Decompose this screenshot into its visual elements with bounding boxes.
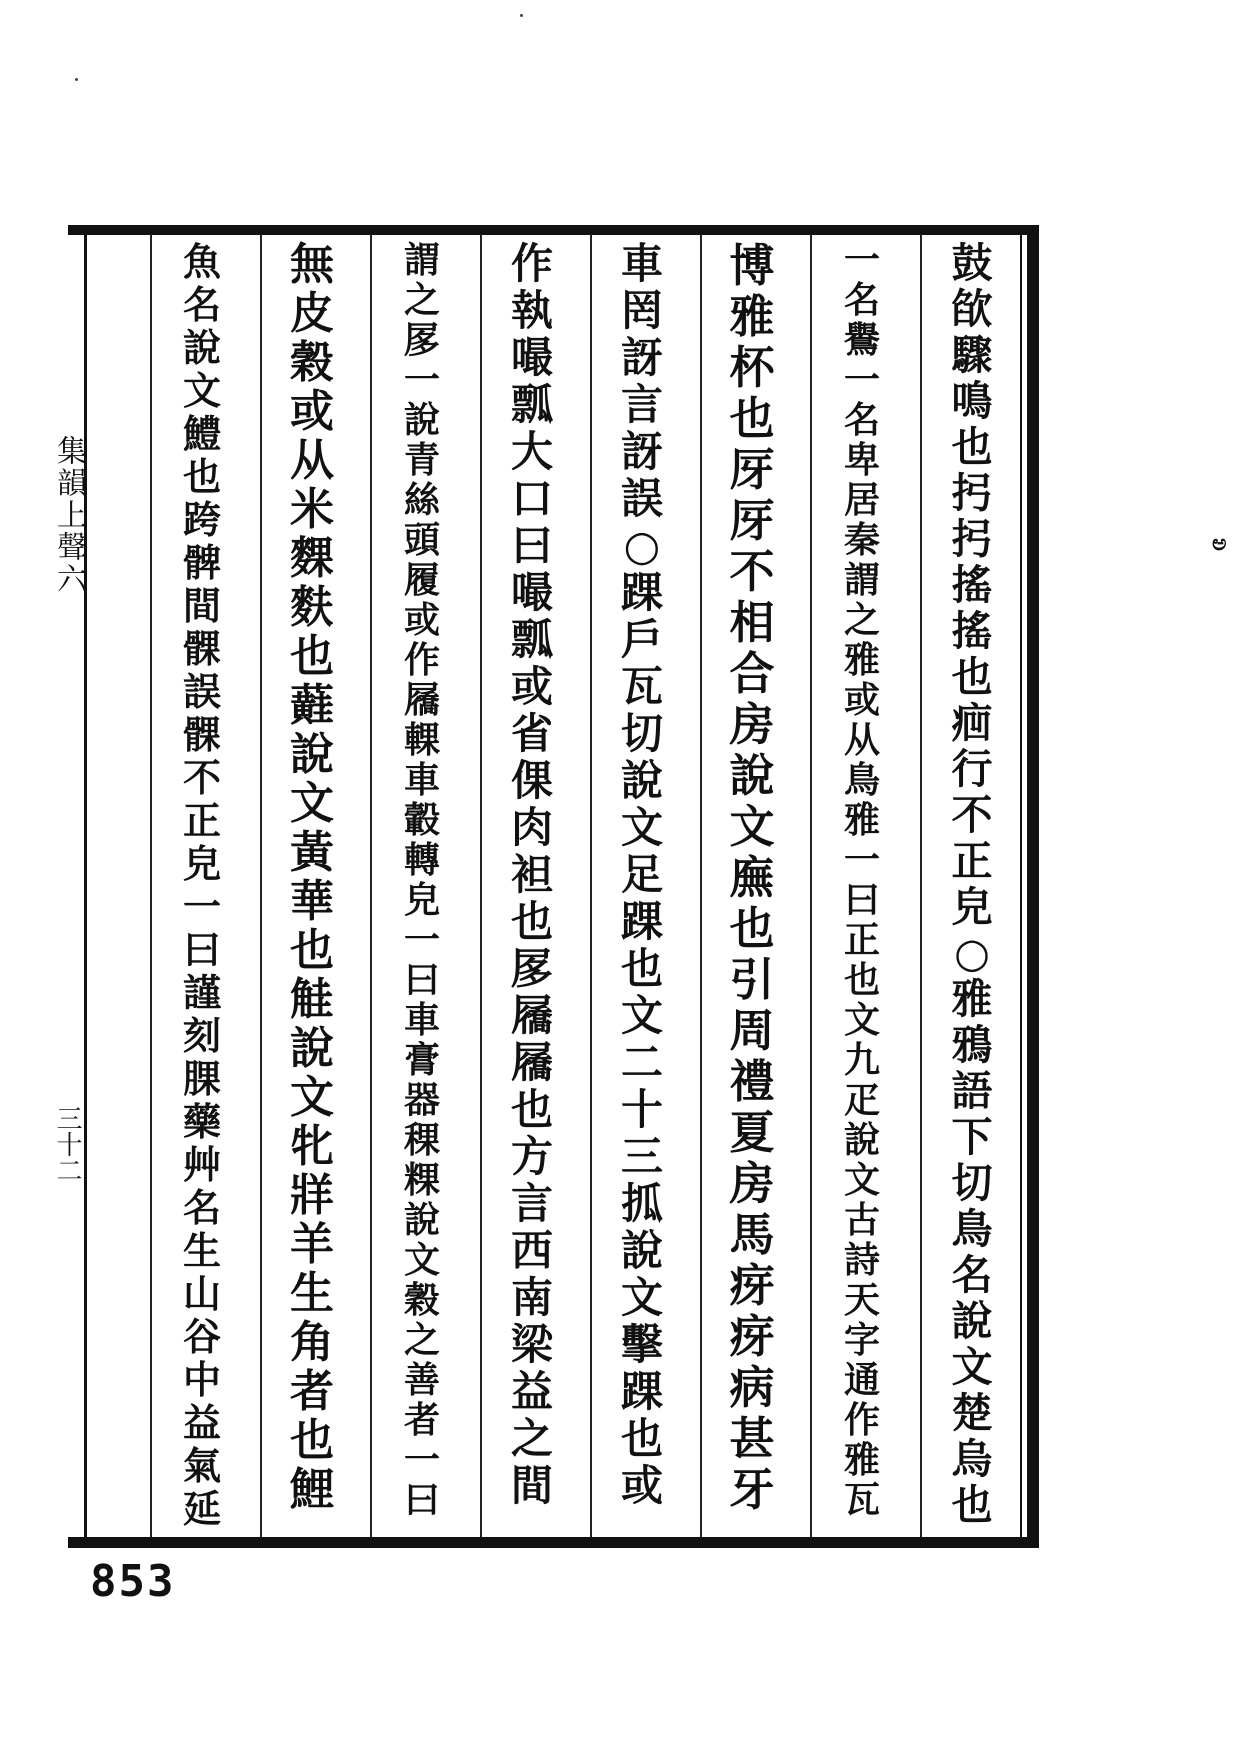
column-rule [810, 234, 812, 1537]
glyph: 相 [729, 596, 775, 649]
glyph: 嘬 [510, 333, 553, 382]
glyph: 楚 [951, 1389, 993, 1437]
glyph: 肉 [510, 803, 553, 852]
glyph: 文 [620, 803, 663, 852]
scan-speck [75, 78, 78, 81]
text-column-8 [155, 236, 249, 1536]
glyph: 病 [729, 1361, 775, 1414]
glyph: 㾎 [951, 699, 993, 747]
glyph: 角 [290, 1317, 334, 1368]
glyph: 牙 [729, 1463, 775, 1516]
glyph: 羊 [290, 1219, 334, 1270]
glyph: 絲 [403, 479, 440, 521]
column-text [595, 240, 689, 1509]
glyph: 也 [729, 902, 775, 955]
glyph: 髁 [182, 626, 221, 671]
glyph: 之 [510, 1414, 553, 1463]
glyph: 不 [729, 545, 775, 598]
glyph: 文 [620, 1273, 663, 1322]
glyph: 或 [290, 386, 334, 437]
glyph: 搖 [951, 561, 993, 609]
glyph: 屩 [403, 679, 440, 721]
glyph: 一 [403, 359, 440, 401]
glyph: 㞔 [510, 944, 553, 993]
glyph: 从 [290, 435, 334, 486]
glyph: 車 [620, 239, 663, 288]
glyph: 輠 [403, 719, 440, 761]
glyph: 髁 [182, 712, 221, 757]
glyph: 生 [182, 1228, 221, 1273]
glyph: 也 [510, 1085, 553, 1134]
glyph: 戶 [620, 615, 663, 664]
glyph: 疨 [729, 1259, 775, 1312]
glyph: 鯉 [290, 1464, 334, 1515]
column-text [705, 240, 799, 1515]
glyph: 屩 [510, 1038, 553, 1087]
glyph: 之 [403, 1319, 440, 1361]
glyph: ○ [954, 929, 990, 977]
glyph: 語 [951, 1067, 993, 1115]
text-column-3 [705, 236, 799, 1536]
glyph: 疋 [843, 1079, 880, 1121]
glyph: 或 [403, 599, 440, 641]
glyph: 不 [951, 791, 993, 839]
glyph: 之 [403, 279, 440, 321]
glyph: 益 [182, 1400, 221, 1445]
glyph: 牂 [290, 1170, 334, 1221]
glyph: 謂 [843, 559, 880, 601]
glyph: 或 [843, 679, 880, 721]
glyph: 居 [843, 479, 880, 521]
glyph: 也 [290, 1415, 334, 1466]
glyph: 說 [403, 399, 440, 441]
glyph: 也 [951, 653, 993, 701]
glyph: 皃 [403, 879, 440, 921]
glyph: 粿 [403, 1159, 440, 1201]
glyph: 名 [951, 1251, 993, 1299]
text-column-2 [815, 236, 909, 1536]
glyph: 㧈 [951, 515, 993, 563]
edge-mark: ಅ [1212, 530, 1227, 556]
glyph: 鴉 [951, 1021, 993, 1069]
glyph: 作 [403, 639, 440, 681]
glyph: 也 [290, 925, 334, 976]
glyph: 名 [182, 282, 221, 327]
text-column-1 [925, 236, 1019, 1536]
glyph: 切 [951, 1159, 993, 1207]
glyph: 馬 [729, 1208, 775, 1261]
glyph: 曰 [403, 1479, 440, 1521]
column-text [265, 240, 359, 1514]
glyph: 一 [843, 359, 880, 401]
glyph: 誤 [182, 669, 221, 714]
glyph: 厊 [729, 494, 775, 547]
glyph: 嘬 [510, 568, 553, 617]
glyph: 字 [843, 1319, 880, 1361]
glyph: 說 [620, 1226, 663, 1275]
column-rule [480, 234, 482, 1537]
glyph: 不 [182, 755, 221, 800]
glyph: 生 [290, 1268, 334, 1319]
glyph: 文 [729, 800, 775, 853]
glyph: ○ [623, 521, 661, 570]
glyph: 文 [290, 1072, 334, 1123]
glyph: 周 [729, 1004, 775, 1057]
glyph: 中 [182, 1357, 221, 1402]
glyph: 名 [843, 399, 880, 441]
glyph: 山 [182, 1271, 221, 1316]
left-margin [50, 235, 86, 1540]
text-column-5 [485, 236, 579, 1536]
glyph: 名 [182, 1185, 221, 1230]
glyph: 轂 [403, 799, 440, 841]
glyph: 下 [951, 1113, 993, 1161]
column-text [815, 240, 909, 1520]
glyph: 米 [290, 484, 334, 535]
glyph: 髀 [182, 540, 221, 585]
glyph: 訝 [620, 427, 663, 476]
glyph: 說 [843, 1119, 880, 1161]
glyph: 牝 [290, 1121, 334, 1172]
glyph: 履 [403, 559, 440, 601]
glyph: 博 [729, 239, 775, 292]
glyph: 一 [182, 884, 221, 929]
glyph: 詩 [843, 1239, 880, 1281]
glyph: 三 [620, 1132, 663, 1181]
glyph: 也 [951, 423, 993, 471]
glyph: 器 [403, 1079, 440, 1121]
glyph: 者 [403, 1399, 440, 1441]
glyph: 曰 [843, 879, 880, 921]
glyph: 皮 [290, 288, 334, 339]
glyph: 文 [620, 991, 663, 1040]
glyph: 切 [620, 709, 663, 758]
glyph: 足 [620, 850, 663, 899]
glyph: 甚 [729, 1412, 775, 1465]
glyph: 麩 [290, 582, 334, 633]
column-text [925, 240, 1019, 1528]
glyph: 南 [510, 1273, 553, 1322]
glyph: 秦 [843, 519, 880, 561]
glyph: 从 [843, 719, 880, 761]
glyph: 曰 [182, 927, 221, 972]
glyph: 刻 [182, 1013, 221, 1058]
glyph: 古 [843, 1199, 880, 1241]
glyph: 穀 [403, 1279, 440, 1321]
column-rule [370, 234, 372, 1537]
glyph: 屩 [510, 991, 553, 1040]
glyph: 訝 [620, 333, 663, 382]
glyph: 驟 [951, 331, 993, 379]
glyph: 䴹 [290, 533, 334, 584]
glyph: 禮 [729, 1055, 775, 1108]
glyph: 正 [843, 919, 880, 961]
glyph: 或 [620, 1461, 663, 1510]
glyph: 文 [843, 999, 880, 1041]
glyph: 無 [290, 239, 334, 290]
glyph: 藥 [182, 1099, 221, 1144]
glyph: 瓦 [620, 662, 663, 711]
glyph: 省 [510, 709, 553, 758]
glyph: 文 [403, 1239, 440, 1281]
glyph: 梁 [510, 1320, 553, 1369]
glyph: 一 [843, 839, 880, 881]
frame-inner-right-line [1020, 232, 1022, 1537]
glyph: 者 [290, 1366, 334, 1417]
glyph: 九 [843, 1039, 880, 1081]
glyph: 頭 [403, 519, 440, 561]
glyph: 魚 [182, 239, 221, 284]
glyph: 氣 [182, 1443, 221, 1488]
glyph: 也 [182, 454, 221, 499]
glyph: 鳥 [951, 1205, 993, 1253]
glyph: 合 [729, 647, 775, 700]
glyph: 廡 [729, 851, 775, 904]
glyph: 一 [403, 919, 440, 961]
glyph: 稞 [403, 1119, 440, 1161]
glyph: 疨 [729, 1310, 775, 1363]
column-rule [260, 234, 262, 1537]
glyph: 文 [182, 368, 221, 413]
glyph: 烏 [951, 1435, 993, 1483]
column-text [375, 240, 469, 1520]
glyph: 艸 [182, 1142, 221, 1187]
glyph: 西 [510, 1226, 553, 1275]
glyph: 曰 [510, 521, 553, 570]
frame-top-border [68, 225, 1038, 235]
glyph: 蘳 [290, 680, 334, 731]
glyph: 十 [620, 1085, 663, 1134]
glyph: 也 [290, 631, 334, 682]
glyph: 一 [403, 1439, 440, 1481]
glyph: 一 [843, 239, 880, 281]
glyph: 雅 [843, 799, 880, 841]
page-number: 853 [90, 1556, 176, 1607]
glyph: 華 [290, 876, 334, 927]
glyph: 膏 [403, 1039, 440, 1081]
glyph: 車 [403, 759, 440, 801]
glyph: 或 [510, 662, 553, 711]
glyph: 轉 [403, 839, 440, 881]
text-column-4 [595, 236, 689, 1536]
glyph: 間 [182, 583, 221, 628]
glyph: 擊 [620, 1320, 663, 1369]
glyph: 鱧 [182, 411, 221, 456]
glyph: 卑 [843, 439, 880, 481]
glyph: 瓦 [843, 1479, 880, 1521]
glyph: 說 [729, 749, 775, 802]
glyph: 作 [510, 239, 553, 288]
frame-right-border [1027, 225, 1039, 1548]
glyph: 雅 [729, 290, 775, 343]
text-column-7 [265, 236, 359, 1536]
frame-bottom-border [68, 1537, 1036, 1548]
glyph: 之 [843, 599, 880, 641]
glyph: 通 [843, 1359, 880, 1401]
glyph: 說 [403, 1199, 440, 1241]
glyph: 跨 [182, 497, 221, 542]
glyph: 大 [510, 427, 553, 476]
glyph: 房 [729, 698, 775, 751]
glyph: 㞔 [403, 319, 440, 361]
glyph: 袒 [510, 850, 553, 899]
glyph: 觟 [290, 974, 334, 1025]
glyph: 雅 [951, 975, 993, 1023]
glyph: 說 [620, 756, 663, 805]
glyph: 踝 [620, 897, 663, 946]
glyph: 瓢 [510, 615, 553, 664]
glyph: 黃 [290, 827, 334, 878]
glyph: 也 [620, 1414, 663, 1463]
glyph: 青 [403, 439, 440, 481]
glyph: 鸒 [843, 319, 880, 361]
glyph: 穀 [290, 337, 334, 388]
folio-number: 三十二 [52, 1105, 82, 1183]
glyph: 言 [620, 380, 663, 429]
glyph: 雅 [843, 1439, 880, 1481]
glyph: 㧓 [620, 1179, 663, 1228]
glyph: 房 [729, 1157, 775, 1210]
column-rule [700, 234, 702, 1537]
glyph: 延 [182, 1486, 221, 1531]
glyph: 腂 [182, 1056, 221, 1101]
glyph: 方 [510, 1132, 553, 1181]
glyph: 說 [290, 1023, 334, 1074]
glyph: 鳥 [843, 759, 880, 801]
glyph: 謂 [403, 239, 440, 281]
glyph: 鳴 [951, 377, 993, 425]
glyph: 厊 [729, 443, 775, 496]
glyph: 說 [951, 1297, 993, 1345]
glyph: 行 [951, 745, 993, 793]
glyph: 文 [843, 1159, 880, 1201]
glyph: 瓢 [510, 380, 553, 429]
glyph: 皃 [951, 883, 993, 931]
glyph: 皃 [182, 841, 221, 886]
glyph: 間 [510, 1461, 553, 1510]
glyph: 謹 [182, 970, 221, 1015]
glyph: 引 [729, 953, 775, 1006]
column-rule [920, 234, 922, 1537]
glyph: 也 [843, 959, 880, 1001]
glyph: 誤 [620, 474, 663, 523]
glyph: 說 [290, 729, 334, 780]
glyph: 也 [729, 392, 775, 445]
glyph: 雅 [843, 639, 880, 681]
glyph: 也 [951, 1481, 993, 1529]
glyph: 正 [182, 798, 221, 843]
glyph: 作 [843, 1399, 880, 1441]
column-rule [590, 234, 592, 1537]
glyph: 曰 [403, 959, 440, 1001]
glyph: 也 [510, 897, 553, 946]
glyph: 善 [403, 1359, 440, 1401]
glyph: 欿 [951, 285, 993, 333]
glyph: 車 [403, 999, 440, 1041]
glyph: 㧈 [951, 469, 993, 517]
glyph: 二 [620, 1038, 663, 1087]
glyph: 踝 [620, 1367, 663, 1416]
glyph: 執 [510, 286, 553, 335]
glyph: 搖 [951, 607, 993, 655]
glyph: 罔 [620, 286, 663, 335]
column-text [485, 240, 579, 1509]
margin-title: 集韻上聲六 [51, 435, 86, 595]
glyph: 鼓 [951, 239, 993, 287]
glyph: 文 [290, 778, 334, 829]
glyph: 言 [510, 1179, 553, 1228]
glyph: 倮 [510, 756, 553, 805]
glyph: 杯 [729, 341, 775, 394]
glyph: 踝 [620, 568, 663, 617]
column-text [155, 240, 249, 1530]
glyph: 谷 [182, 1314, 221, 1359]
glyph: 正 [951, 837, 993, 885]
glyph: 也 [620, 944, 663, 993]
column-rule [150, 234, 152, 1537]
glyph: 名 [843, 279, 880, 321]
glyph: 文 [951, 1343, 993, 1391]
scan-speck [520, 14, 523, 17]
glyph: 說 [182, 325, 221, 370]
glyph: 天 [843, 1279, 880, 1321]
glyph: 口 [510, 474, 553, 523]
text-column-6 [375, 236, 469, 1536]
glyph: 夏 [729, 1106, 775, 1159]
glyph: 益 [510, 1367, 553, 1416]
